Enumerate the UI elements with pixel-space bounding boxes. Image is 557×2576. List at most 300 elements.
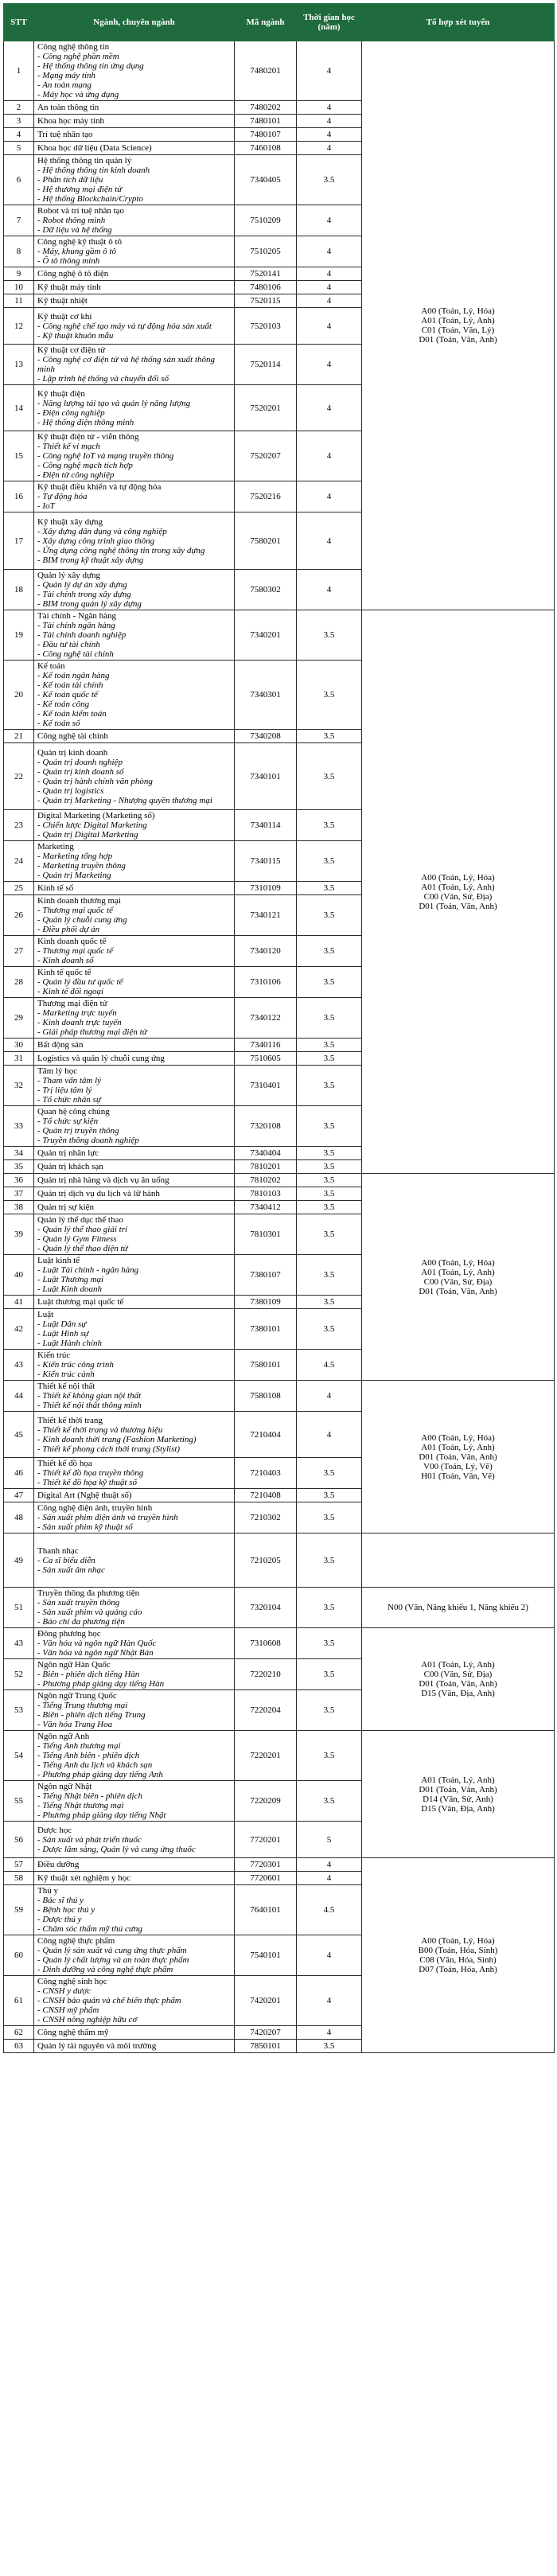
row-code: 7520207 [235,431,297,481]
row-code: 7340208 [235,730,297,743]
row-duration: 4 [297,1381,362,1412]
row-duration: 5 [297,1822,362,1858]
row-major-cell [34,1106,235,1147]
row-code: 7850101 [235,2040,297,2053]
row-code: 7340121 [235,895,297,936]
specialization: - Tiếng Nhật thương mại [37,1801,124,1810]
specialization: - Phương pháp giảng dạy tiếng Anh [37,1770,163,1779]
specialization: - Sản xuất phim điện ảnh và truyền hình [37,1513,178,1522]
row-major-cell [34,743,235,810]
row-code: 7580302 [235,570,297,610]
row-stt: 28 [4,967,34,998]
combo-line: C01 (Toán, Văn, Lý) [421,325,495,335]
row-stt: 60 [4,1935,34,1976]
row-major-cell [34,2026,235,2040]
specialization: - Luật Tài chính - ngân hàng [37,1265,139,1275]
header-code: Mã ngành [235,4,297,41]
row-code: 7810103 [235,1187,297,1201]
row-major-cell [34,1781,235,1822]
row-stt: 36 [4,1174,34,1187]
specialization: - Luật Hình sự [37,1329,89,1339]
major-name: Công nghệ sinh học [37,1977,107,1986]
row-code: 7340116 [235,1039,297,1052]
row-major-cell [34,1160,235,1174]
row-duration: 3.5 [297,1106,362,1147]
row-duration: 4 [297,385,362,431]
major-name: Công nghệ thực phẩm [37,1936,115,1946]
specialization: - Quản lý dự án xây dựng [37,580,127,590]
major-name: Kinh doanh quốc tế [37,937,107,946]
major-name: Kế toán [37,661,65,671]
combo-line: C00 (Văn, Sử, Địa) [423,891,493,902]
specialization: - Hệ thương mại điện tử [37,185,123,194]
specialization: - Phương pháp giảng dạy tiếng Nhật [37,1810,166,1820]
row-duration: 3.5 [297,1628,362,1659]
row-stt: 62 [4,2026,34,2040]
row-major-cell [34,205,235,236]
specialization: - Quản lý chất lượng và an toàn thực phẩm [37,1955,189,1965]
row-major-cell [34,267,235,281]
combo-line: D01 (Toán, Văn, Anh) [419,1784,497,1795]
specialization: - Truyền thông doanh nghiệp [37,1136,139,1145]
specialization: - Luật Thương mại [37,1275,104,1284]
specialization: - Đầu tư tài chính [37,640,100,649]
row-code: 7480107 [235,128,297,142]
row-major-cell [34,41,235,101]
row-stt: 11 [4,294,34,308]
specialization: - Luật Hành chính [37,1339,102,1348]
row-code: 7210302 [235,1502,297,1534]
combo-line: A00 (Toán, Lý, Hóa) [421,1432,495,1443]
row-stt: 39 [4,1214,34,1255]
row-major-cell [34,810,235,841]
specialization: - Tiếng Trung thương mại [37,1701,128,1710]
specialization: - CNSH y dược [37,1986,92,1996]
row-major-cell [34,841,235,882]
specialization: - Luật Dân sự [37,1319,87,1329]
row-stt: 13 [4,345,34,385]
row-duration: 3.5 [297,1187,362,1201]
specialization: - Quản lý thể thao giải trí [37,1225,128,1234]
specialization: - Điện tử công nghiệp [37,470,115,480]
specialization: - Giải pháp thương mại điện tử [37,1027,147,1037]
specialization: - Thiết kế vi mạch [37,442,100,451]
row-duration: 4 [297,1935,362,1976]
combo-line: D15 (Văn, Địa, Anh) [421,1689,495,1698]
specialization: - Hệ thống thông tin ứng dụng [37,61,144,71]
row-code: 7310608 [235,1628,297,1659]
specialization: - Quản trị Digital Marketing [37,830,138,840]
row-stt: 35 [4,1160,34,1174]
row-code: 7480201 [235,41,297,101]
major-name: Công nghệ thông tin [37,42,110,52]
major-name: Bất động sản [37,1040,84,1050]
row-major-cell [34,1872,235,1885]
specialization: - Mạng máy tính [37,71,96,80]
row-stt: 29 [4,998,34,1039]
major-name: Tâm lý học [37,1066,78,1076]
row-stt: 21 [4,730,34,743]
combo-line: V00 (Toán, Lý, Vẽ) [423,1461,493,1471]
specialization: - Biên - phiên dịch tiếng Hàn [37,1670,140,1679]
row-stt: 34 [4,1147,34,1160]
major-name: Digital Marketing (Marketing số) [37,811,155,820]
row-stt: 16 [4,481,34,512]
specialization: - Công nghệ phần mềm [37,52,119,61]
major-name: Kinh tế số [37,883,74,893]
row-stt: 26 [4,895,34,936]
combo-line: D01 (Toán, Văn, Anh) [419,1452,497,1462]
major-name: Kinh tế quốc tế [37,968,92,977]
major-name: Marketing [37,842,74,852]
major-name: Quản trị dịch vụ du lịch và lữ hành [37,1189,160,1198]
major-name: Robot và trí tuệ nhân tạo [37,206,125,216]
specialization: - CNSH bảo quản và chế biến thực phẩm [37,1996,181,2005]
row-duration: 3.5 [297,1255,362,1296]
major-name: Khoa học dữ liệu (Data Science) [37,143,152,153]
row-major-cell [34,1214,235,1255]
row-code: 7220201 [235,1731,297,1781]
row-major-cell [34,385,235,431]
combo-line: A01 (Toán, Lý, Anh) [421,1775,495,1785]
major-name: Luật thương mại quốc tế [37,1297,124,1307]
row-major-cell [34,236,235,267]
row-stt: 12 [4,308,34,345]
row-major-cell [34,1066,235,1106]
specialization: - Tiếng Anh du lịch và khách sạn [37,1760,153,1770]
specialization: - Ứng dụng công nghệ thông tin trong xây dựng [37,545,205,555]
row-duration: 3.5 [297,1039,362,1052]
specialization: - Luật Kinh doanh [37,1284,102,1294]
major-name: Ngôn ngữ Trung Quốc [37,1691,117,1701]
row-code: 7340404 [235,1147,297,1160]
row-major-cell [34,1935,235,1976]
specialization: - Quản trị Marketing [37,871,111,880]
row-code: 7340120 [235,936,297,967]
major-name: Luật kinh tế [37,1256,80,1265]
specialization: - Tiếng Anh biên - phiên dịch [37,1751,140,1760]
combo-line: D01 (Toán, Văn, Anh) [419,901,497,911]
row-stt: 17 [4,512,34,570]
major-name: Khoa học máy tính [37,116,105,126]
specialization: - Tài chính trong xây dựng [37,590,131,599]
major-name: Công nghệ ô tô điện [37,269,109,279]
specialization: - Ca sĩ biểu diễn [37,1555,95,1565]
row-stt: 25 [4,882,34,895]
row-duration: 4 [297,101,362,115]
row-stt: 61 [4,1976,34,2026]
row-duration: 3.5 [297,155,362,205]
row-major-cell [34,570,235,610]
specialization: - Phân tích dữ liệu [37,175,103,185]
row-code: 7380109 [235,1296,297,1309]
major-name: Kỹ thuật cơ điện tử [37,345,106,355]
specialization: - Hệ thống thông tin kinh doanh [37,166,150,175]
header-duration: Thời gian học (năm) [297,4,362,41]
row-duration: 3.5 [297,1160,362,1174]
row-stt: 32 [4,1066,34,1106]
row-code: 7310401 [235,1066,297,1106]
row-code: 7220204 [235,1690,297,1731]
row-stt: 33 [4,1106,34,1147]
row-duration: 3.5 [297,882,362,895]
row-code: 7310109 [235,882,297,895]
row-code: 7520201 [235,385,297,431]
row-major-cell [34,1147,235,1160]
row-major-cell [34,1628,235,1659]
specialization: - Sản xuất phim kỹ thuật số [37,1522,133,1532]
row-duration: 4 [297,1412,362,1458]
row-stt: 53 [4,1690,34,1731]
row-code: 7810301 [235,1214,297,1255]
row-duration: 3.5 [297,610,362,661]
row-duration: 3.5 [297,2040,362,2053]
row-stt: 30 [4,1039,34,1052]
major-name: Quản trị sự kiện [37,1202,95,1212]
specialization: - Tài chính doanh nghiệp [37,630,127,640]
specialization: - Sản xuất phim và quảng cáo [37,1608,142,1617]
major-name: Đông phương học [37,1629,101,1639]
row-code: 7420201 [235,1976,297,2026]
table-row [4,610,555,661]
row-major-cell [34,1502,235,1534]
row-stt: 3 [4,115,34,128]
row-code: 7720201 [235,1822,297,1858]
row-duration: 3.5 [297,967,362,998]
specialization: - Ô tô thông minh [37,256,100,266]
combo-line: C08 (Văn, Hóa, Sinh) [419,1955,497,1965]
row-major-cell [34,1659,235,1690]
specialization: - Kinh tế đối ngoại [37,987,104,996]
row-duration: 3.5 [297,1214,362,1255]
specialization: - Công nghệ IoT và mạng truyền thông [37,451,174,461]
row-stt: 37 [4,1187,34,1201]
row-stt: 5 [4,142,34,155]
row-code: 7340301 [235,661,297,730]
major-name: Thương mại điện tử [37,999,107,1008]
row-code: 7520216 [235,481,297,512]
specialization: - Công nghệ tài chính [37,649,114,659]
row-code: 7480101 [235,115,297,128]
row-stt: 49 [4,1534,34,1588]
combo-line: A01 (Toán, Lý, Anh) [421,1442,495,1452]
row-major-cell [34,1350,235,1381]
specialization: - Năng lượng tái tạo và quản lý năng lượng [37,398,191,408]
specialization: - Hệ thống Blockchain/Crypto [37,194,143,204]
combo-line: D15 (Văn, Địa, Anh) [421,1803,495,1814]
specialization: - Thiết kế đồ họa truyền thông [37,1468,144,1478]
major-name: Công nghệ tài chính [37,731,108,741]
combo-line: C00 (Văn, Sử, Địa) [423,1276,493,1287]
admission-combo-group [362,1858,555,2053]
row-code: 7510209 [235,205,297,236]
admission-combo-group [362,610,555,1174]
row-code: 7640101 [235,1885,297,1935]
row-duration: 3.5 [297,661,362,730]
row-major-cell [34,1690,235,1731]
specialization: - Kế toán kiểm toán [37,709,107,719]
row-duration: 3.5 [297,1731,362,1781]
row-stt: 20 [4,661,34,730]
specialization: - Báo chí đa phương tiện [37,1617,125,1627]
row-duration: 3.5 [297,1534,362,1588]
row-major-cell [34,308,235,345]
row-code: 7540101 [235,1935,297,1976]
admission-majors-table [3,3,555,2053]
row-stt: 46 [4,1458,34,1489]
row-stt: 43 [4,1350,34,1381]
row-code: 7220209 [235,1781,297,1822]
specialization: - Tổ chức sự kiện [37,1117,99,1126]
major-name: Kỹ thuật điện tử - viễn thông [37,432,139,442]
row-stt: 45 [4,1412,34,1458]
row-duration: 3.5 [297,1458,362,1489]
row-duration: 4 [297,205,362,236]
combo-line: A01 (Toán, Lý, Anh) [421,1267,495,1277]
row-stt: 6 [4,155,34,205]
row-code: 7220210 [235,1659,297,1690]
specialization: - Kế toán tài chính [37,680,103,690]
specialization: - Quản trị Marketing - Nhượng quyền thương mại [37,795,212,805]
specialization: - Marketing trực tuyến [37,1008,117,1018]
row-major-cell [34,730,235,743]
row-major-cell [34,1822,235,1858]
specialization: - Biên - phiên dịch tiếng Trung [37,1710,146,1720]
row-stt: 41 [4,1296,34,1309]
table-row [4,1174,555,1187]
row-stt: 40 [4,1255,34,1296]
combo-line: N00 (Văn, Năng khiếu 1, Năng khiếu 2) [388,1603,528,1612]
specialization: - Thiết kế thời trang và thương hiệu [37,1424,163,1435]
row-stt: 56 [4,1822,34,1858]
row-code: 7810202 [235,1174,297,1187]
row-duration: 4 [297,236,362,267]
specialization: - Dược lâm sàng, Quản lý và cung ứng thuốc [37,1844,196,1854]
specialization: - Hệ thống điện thông minh [37,417,134,427]
major-name: Quản lý xây dựng [37,571,100,580]
row-major-cell [34,345,235,385]
specialization: - Kinh doanh trực tuyến [37,1018,122,1027]
row-stt: 9 [4,267,34,281]
row-duration: 3.5 [297,1296,362,1309]
row-stt: 58 [4,1872,34,1885]
row-code: 7420207 [235,2026,297,2040]
row-duration: 3.5 [297,1502,362,1534]
row-duration: 4 [297,308,362,345]
row-duration: 4 [297,128,362,142]
specialization: - Sản xuất truyền thông [37,1598,120,1608]
specialization: - Lập trình hệ thống và chuyển đổi số [37,374,169,384]
specialization: - Kế toán số [37,719,80,728]
major-name: Ngôn ngữ Nhật [37,1782,92,1791]
row-code: 7340101 [235,743,297,810]
row-major-cell [34,882,235,895]
row-code: 7480202 [235,101,297,115]
row-major-cell [34,1534,235,1588]
major-name: Digital Art (Nghệ thuật số) [37,1491,132,1500]
specialization: - Công nghệ mạch tích hợp [37,461,133,470]
major-name: Quản trị nhà hàng và dịch vụ ăn uống [37,1175,169,1185]
specialization: - Bệnh học thú y [37,1905,95,1915]
row-major-cell [34,481,235,512]
specialization: - Quản lý thể thao điện tử [37,1244,128,1253]
row-major-cell [34,1885,235,1935]
row-major-cell [34,1858,235,1872]
specialization: - Máy, khung gầm ô tô [37,247,116,256]
row-major-cell [34,1309,235,1350]
row-major-cell [34,128,235,142]
major-name: Logistics và quản lý chuỗi cung ứng [37,1054,165,1063]
row-duration: 3.5 [297,1201,362,1214]
row-code: 7380107 [235,1255,297,1296]
row-duration: 3.5 [297,998,362,1039]
row-code: 7210205 [235,1534,297,1588]
major-name: Ngôn ngữ Hàn Quốc [37,1660,111,1670]
admission-combo-group [362,1731,555,1858]
specialization: - Kiến trúc công trình [37,1360,114,1370]
specialization: - BIM trong quản lý xây dựng [37,599,142,609]
row-major-cell [34,142,235,155]
header-combo: Tổ hợp xét tuyển [362,4,555,41]
row-stt: 22 [4,743,34,810]
row-duration: 3.5 [297,1659,362,1690]
row-duration: 4 [297,431,362,481]
row-major-cell [34,101,235,115]
row-code: 7510205 [235,236,297,267]
row-duration: 4 [297,1858,362,1872]
row-code: 7210404 [235,1412,297,1458]
specialization: - Thiết kế phong cách thời trang (Stylist) [37,1444,181,1454]
major-name: Quản lý tài nguyên và môi trường [37,2041,157,2051]
combo-line: A01 (Toán, Lý, Anh) [421,1660,495,1670]
major-name: Quản trị nhân lực [37,1148,99,1158]
specialization: - Văn hóa Trung Hoa [37,1720,113,1729]
major-name: Kỹ thuật điện [37,388,85,399]
major-name: Công nghệ thẩm mỹ [37,2028,109,2037]
row-major-cell [34,281,235,294]
row-code: 7810201 [235,1160,297,1174]
row-duration: 4 [297,1872,362,1885]
row-duration: 3.5 [297,895,362,936]
table-body [4,41,555,2053]
row-duration: 4 [297,481,362,512]
major-name: Quản trị kinh doanh [37,747,108,758]
specialization: - Công nghệ cơ điện tử và hệ thống sản xuất thông minh [37,355,215,374]
row-duration: 3.5 [297,1052,362,1066]
row-stt: 23 [4,810,34,841]
major-name: Công nghệ kỹ thuật ô tô [37,237,123,247]
row-code: 7320108 [235,1106,297,1147]
major-name: Quản trị khách sạn [37,1162,103,1171]
row-code: 7520114 [235,345,297,385]
major-name: Tài chính - Ngân hàng [37,611,116,621]
table-row [4,41,555,101]
row-code: 7340115 [235,841,297,882]
row-major-cell [34,895,235,936]
row-major-cell [34,512,235,570]
row-stt: 55 [4,1781,34,1822]
major-name: Truyền thông đa phương tiện [37,1588,140,1598]
specialization: - Thiết kế đồ họa kỹ thuật số [37,1478,137,1487]
major-name: Kỹ thuật nhiệt [37,296,88,306]
major-name: Kỹ thuật xét nghiệm y học [37,1873,131,1883]
major-name: Quan hệ công chúng [37,1107,110,1117]
major-name: Kỹ thuật cơ khí [37,311,92,322]
admission-combo-group [362,1381,555,1534]
row-code: 7310106 [235,967,297,998]
row-stt: 18 [4,570,34,610]
row-code: 7480106 [235,281,297,294]
